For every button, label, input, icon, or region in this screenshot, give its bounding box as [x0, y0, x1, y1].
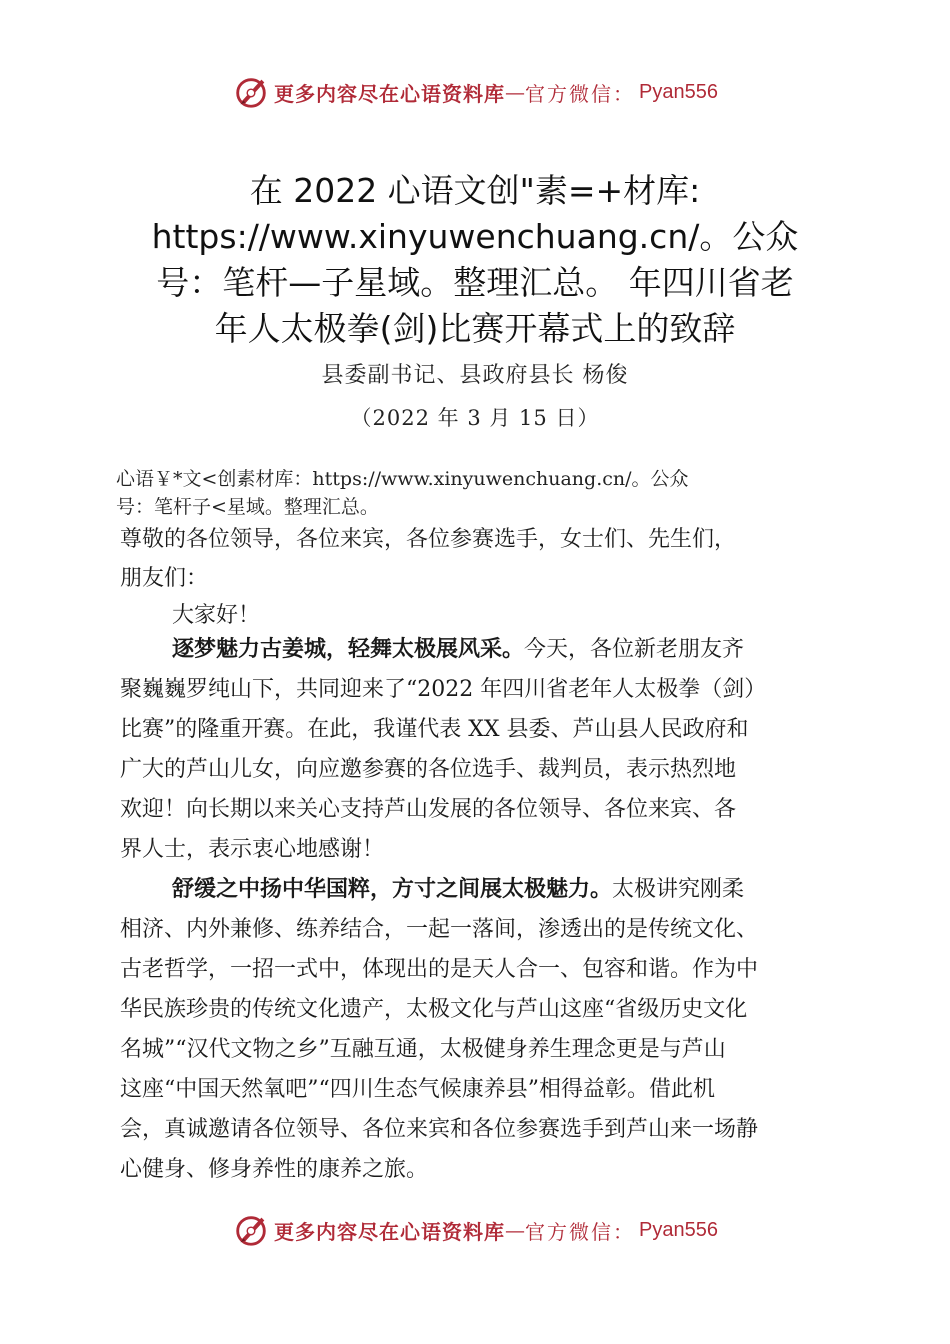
source-notice — [116, 465, 846, 521]
salutation-line: 尊敬的各位领导，各位来宾，各位参赛选手，女士们、先生们， — [120, 527, 737, 552]
banner-brand: 更多内容尽在心语资料库 — [274, 81, 506, 106]
paragraph-line: 欢迎！向长期以来关心支持芦山发展的各位领导、各位来宾、各 — [120, 797, 737, 822]
banner-wechat-id: Pyan556 — [639, 1218, 718, 1241]
banner-wechat-label: 官方微信： — [525, 81, 636, 106]
paragraph-line: 广大的芦山儿女，向应邀参赛的各位选手、裁判员，表示热烈地 — [120, 757, 737, 782]
salutation-line: 朋友们： — [120, 566, 209, 591]
paragraph-line: 这座“中国天然氧吧”“四川生态气候康养县”相得益彰。借此机 — [120, 1077, 715, 1102]
paragraph-line: 古老哲学，一招一式中，体现出的是天人合一、包容和谐。作为中 — [120, 957, 759, 982]
title-line: 在 2022 心语文创"素=+材库: — [249, 171, 701, 210]
title-line: https://www.xinyuwenchuang.cn/。公众 — [151, 217, 799, 256]
hello-text: 大家好！ — [172, 603, 261, 628]
paragraph-first-line — [120, 870, 840, 910]
paragraph-text: 今天，各位新老朋友齐 — [524, 637, 745, 662]
paragraph-line: 华民族珍贵的传统文化遗产，太极文化与芦山这座“省级历史文化 — [120, 997, 748, 1022]
title-line: 年人太极拳(剑)比赛开幕式上的致辞 — [214, 309, 736, 348]
paragraph-1 — [120, 630, 840, 870]
quill-seal-icon — [232, 73, 270, 111]
banner-wechat-label: 官方微信： — [525, 1219, 636, 1244]
paragraph-text: 太极讲究刚柔 — [612, 877, 745, 902]
paragraph-line: 聚巍巍罗纯山下，共同迎来了“2022 年四川省老年人太极拳（剑） — [120, 677, 767, 702]
header-banner — [0, 72, 950, 112]
banner-separator: — — [505, 80, 526, 104]
paragraph-2 — [120, 870, 840, 1190]
paragraph-line: 心健身、修身养性的康养之旅。 — [120, 1157, 429, 1182]
document-title — [90, 168, 860, 352]
notice-line: 号：笔杆子<星域。整理汇总。 — [116, 496, 379, 518]
paragraph-lead: 舒缓之中扬中华国粹，方寸之间展太极魅力。 — [172, 877, 613, 902]
banner-separator: — — [505, 1218, 526, 1242]
salutation — [120, 520, 840, 598]
author-line: 县委副书记、县政府县长 杨俊 — [321, 363, 629, 388]
date-line: （2022 年 3 月 15 日） — [350, 406, 600, 430]
paragraph-line: 会，真诚邀请各位领导、各位来宾和各位参赛选手到芦山来一场静 — [120, 1117, 759, 1142]
notice-line: 心语￥*文<创素材库：https://www.xinyuwenchuang.cn/。公众 — [116, 468, 689, 490]
title-line: 号：笔杆—子星域。整理汇总。 年四川省老 — [156, 263, 794, 302]
banner-wechat-id: Pyan556 — [639, 80, 718, 103]
paragraph-line: 比赛”的隆重开赛。在此，我谨代表 XX 县委、芦山县人民政府和 — [120, 717, 749, 742]
paragraph-lead: 逐梦魅力古姜城，轻舞太极展风采。 — [172, 637, 525, 662]
quill-seal-icon — [232, 1211, 270, 1249]
paragraph-line: 相济、内外兼修、练养结合，一起一落间，渗透出的是传统文化、 — [120, 917, 759, 942]
footer-banner — [0, 1210, 950, 1250]
banner-brand: 更多内容尽在心语资料库 — [274, 1219, 506, 1244]
hello-line — [120, 598, 840, 634]
paragraph-first-line — [120, 630, 840, 670]
paragraph-line: 界人士，表示衷心地感谢！ — [120, 837, 385, 862]
paragraph-line: 名城”“汉代文物之乡”互融互通，太极健身养生理念更是与芦山 — [120, 1037, 726, 1062]
